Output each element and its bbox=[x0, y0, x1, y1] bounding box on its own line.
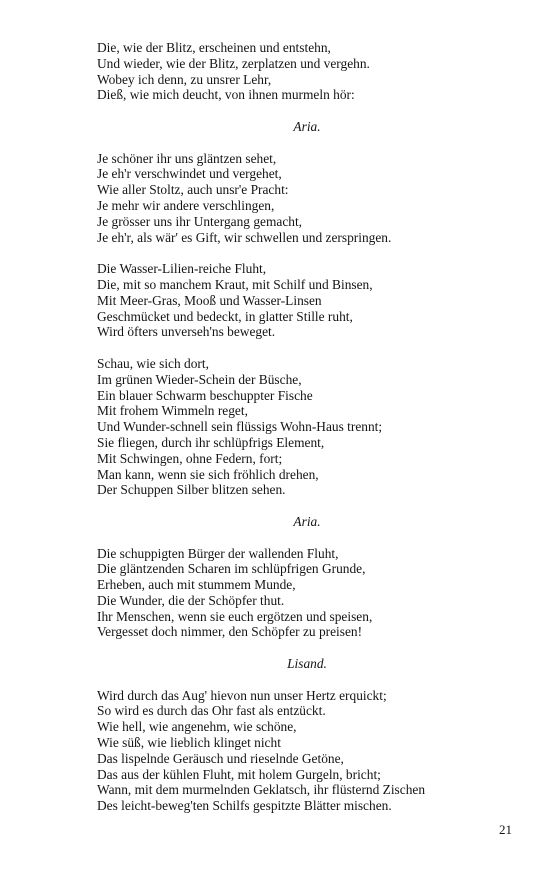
verse-line: Im grünen Wieder-Schein der Büsche, bbox=[97, 371, 302, 387]
verse-line: Ein blauer Schwarm beschuppter Fische bbox=[97, 387, 313, 403]
stanza bbox=[97, 40, 517, 103]
verse-line: Die, mit so manchem Kraut, mit Schilf und Binsen, bbox=[97, 276, 373, 292]
blank-line bbox=[97, 530, 517, 546]
blank-line bbox=[97, 640, 517, 656]
verse-line: Erheben, auch mit stummem Munde, bbox=[97, 577, 296, 593]
stanza bbox=[97, 688, 517, 814]
stanza bbox=[97, 356, 517, 498]
verse-line: Mit Meer-Gras, Mooß und Wasser-Linsen bbox=[97, 292, 322, 308]
verse-line: Wann, mit dem murmelnden Geklatsch, ihr flüsternd Zischen bbox=[97, 782, 426, 798]
verse-line: Wie aller Stoltz, auch unsr'e Pracht: bbox=[97, 182, 289, 198]
verse-line: Je schöner ihr uns gläntzen sehet, bbox=[97, 150, 277, 166]
poem-text bbox=[97, 40, 517, 814]
section-heading: Lisand. bbox=[287, 656, 327, 672]
verse-line: Vergesset doch nimmer, den Schöpfer zu preisen! bbox=[97, 624, 363, 640]
verse-line: Je grösser uns ihr Untergang gemacht, bbox=[97, 213, 303, 229]
verse-line: Wird öfters unverseh'ns beweget. bbox=[97, 324, 276, 340]
blank-line bbox=[97, 672, 517, 688]
verse-line: Wobey ich denn, zu unsrer Lehr, bbox=[97, 71, 272, 87]
verse-line: Wird durch das Aug' hievon nun unser Hertz erquickt; bbox=[97, 687, 387, 703]
verse-line: Und wieder, wie der Blitz, zerplatzen und vergehn. bbox=[97, 55, 370, 71]
verse-line: Ihr Menschen, wenn sie euch ergötzen und speisen, bbox=[97, 608, 373, 624]
verse-line: Die Wasser-Lilien-reiche Fluht, bbox=[97, 261, 267, 277]
blank-line bbox=[97, 135, 517, 151]
stanza bbox=[97, 546, 517, 641]
page-number: 21 bbox=[499, 822, 512, 837]
verse-line: Und Wunder-schnell sein flüssigs Wohn-Haus trennt; bbox=[97, 419, 383, 435]
verse-line: Dieß, wie mich deucht, von ihnen murmeln hör: bbox=[97, 87, 355, 103]
blank-line bbox=[97, 498, 517, 514]
verse-line: Schau, wie sich dort, bbox=[97, 355, 209, 371]
verse-line: Wie hell, wie angenehm, wie schöne, bbox=[97, 719, 297, 735]
blank-line bbox=[97, 245, 517, 261]
verse-line: Man kann, wenn sie sich fröhlich drehen, bbox=[97, 466, 319, 482]
verse-line: Je eh'r verschwindet und vergehet, bbox=[97, 166, 282, 182]
verse-line: Des leicht-beweg'ten Schilfs gespitzte Blätter mischen. bbox=[97, 798, 392, 814]
verse-line: Das lispelnde Geräusch und rieselnde Getöne, bbox=[97, 750, 344, 766]
stanza bbox=[97, 151, 517, 246]
verse-line: Die gläntzenden Scharen im schlüpfrigen Grunde, bbox=[97, 561, 366, 577]
verse-line: Mit frohem Wimmeln reget, bbox=[97, 403, 248, 419]
blank-line bbox=[97, 103, 517, 119]
verse-line: Mit Schwingen, ohne Federn, fort; bbox=[97, 450, 283, 466]
verse-line: Das aus der kühlen Fluht, mit holem Gurgeln, bricht; bbox=[97, 766, 381, 782]
verse-line: Die schuppigten Bürger der wallenden Fluht, bbox=[97, 545, 339, 561]
verse-line: Je mehr wir andere verschlingen, bbox=[97, 197, 275, 213]
verse-line: Geschmücket und bedeckt, in glatter Stille ruht, bbox=[97, 308, 353, 324]
section-heading: Aria. bbox=[293, 118, 321, 134]
stanza bbox=[97, 261, 517, 340]
verse-line: Die Wunder, die der Schöpfer thut. bbox=[97, 592, 285, 608]
verse-line: Die, wie der Blitz, erscheinen und entstehn, bbox=[97, 40, 331, 55]
verse-line: Sie fliegen, durch ihr schlüpfrigs Element, bbox=[97, 434, 325, 450]
section-heading: Aria. bbox=[293, 513, 321, 529]
blank-line bbox=[97, 340, 517, 356]
verse-line: Wie süß, wie lieblich klinget nicht bbox=[97, 735, 281, 751]
verse-line: Der Schuppen Silber blitzen sehen. bbox=[97, 482, 286, 498]
verse-line: So wird es durch das Ohr fast als entzückt. bbox=[97, 703, 326, 719]
verse-line: Je eh'r, als wär' es Gift, wir schwellen und zerspringen. bbox=[97, 229, 392, 245]
